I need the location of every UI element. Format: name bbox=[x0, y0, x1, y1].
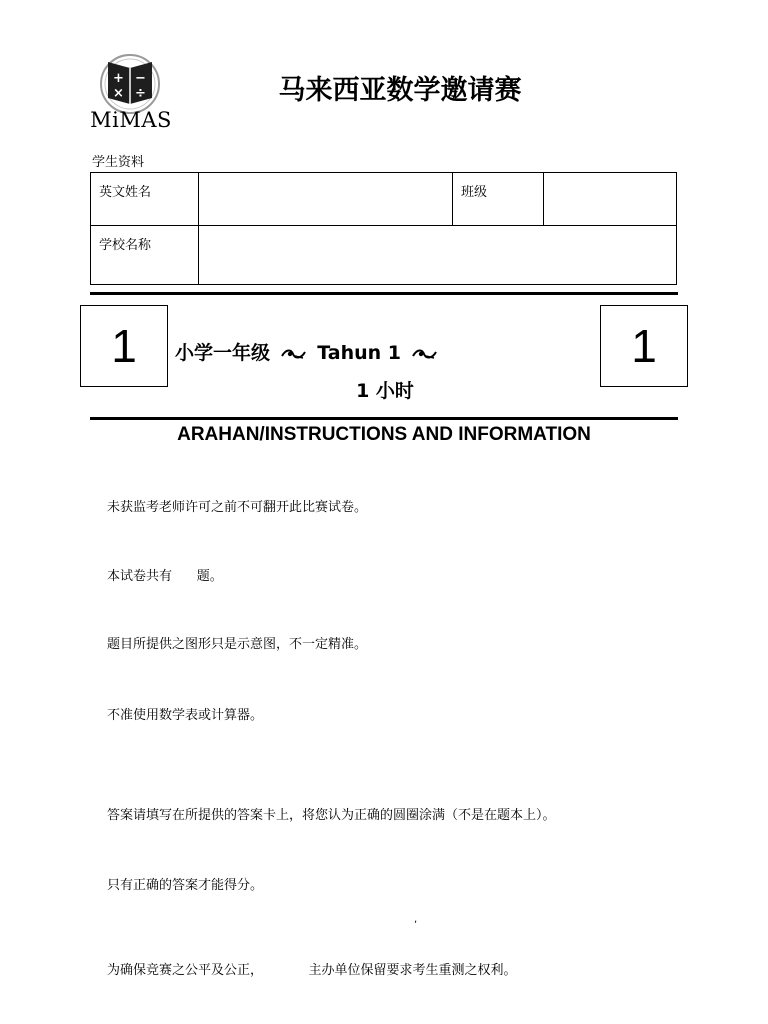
instruction-item: 不准使用数学表或计算器。 bbox=[107, 708, 264, 723]
grade-line bbox=[175, 338, 442, 365]
class-field[interactable] bbox=[544, 173, 676, 225]
instructions-heading: ARAHAN/INSTRUCTIONS AND INFORMATION bbox=[177, 424, 591, 445]
svg-text:+: + bbox=[113, 71, 124, 86]
divider-rule bbox=[90, 417, 678, 420]
instruction-item: 只有正确的答案才能得分。 bbox=[107, 878, 264, 893]
ornament-swirl-icon bbox=[412, 347, 438, 361]
student-info-label: 学生资料 bbox=[92, 155, 145, 170]
ornament-swirl-icon bbox=[281, 347, 307, 361]
instruction-item: 答案请填写在所提供的答案卡上，将您认为正确的圆圈涂满（不是在题本上）。 bbox=[107, 808, 556, 823]
svg-text:−: − bbox=[135, 71, 146, 86]
grade-malay: Tahun 1 bbox=[317, 342, 402, 364]
instruction-item: 本试卷共有 题。 bbox=[107, 569, 223, 584]
class-label: 班级 bbox=[461, 185, 488, 200]
instruction-item: 为确保竞赛之公平及公正， 主办单位保留要求考生重测之权利。 bbox=[107, 963, 517, 978]
instruction-item: 未获监考老师许可之前不可翻开此比赛试卷。 bbox=[107, 500, 368, 515]
stray-mark: , bbox=[414, 914, 418, 925]
english-name-label: 英文姓名 bbox=[99, 185, 152, 200]
logo-wordmark: MiMAS bbox=[90, 108, 172, 132]
divider-rule bbox=[90, 292, 678, 295]
exam-duration: 1 小时 bbox=[356, 380, 414, 402]
school-name-field[interactable] bbox=[199, 226, 676, 284]
student-info-table bbox=[90, 172, 677, 285]
grade-chinese: 小学一年级 bbox=[175, 342, 271, 364]
svg-text:×: × bbox=[113, 86, 124, 101]
svg-text:÷: ÷ bbox=[135, 86, 146, 101]
level-number-left: 1 bbox=[80, 305, 168, 387]
calculator-book-emblem-icon bbox=[96, 54, 172, 114]
instruction-item: 题目所提供之图形只是示意图，不一定精准。 bbox=[107, 637, 368, 652]
level-number-right: 1 bbox=[600, 305, 688, 387]
school-name-label: 学校名称 bbox=[99, 238, 152, 253]
page-title: 马来西亚数学邀请赛 bbox=[278, 75, 522, 106]
english-name-field[interactable] bbox=[199, 173, 452, 225]
